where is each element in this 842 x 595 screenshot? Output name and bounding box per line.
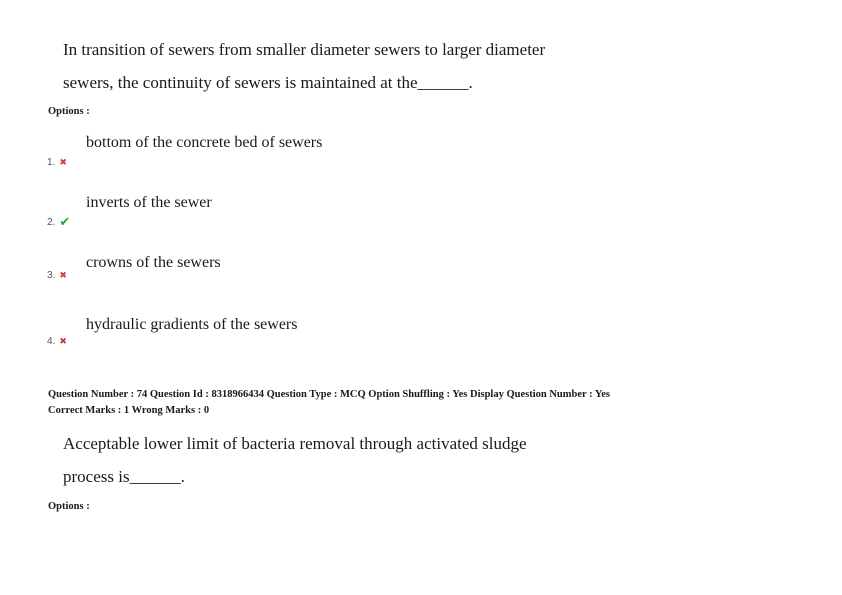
option-2-text: inverts of the sewer xyxy=(86,194,212,211)
question-meta-line2: Correct Marks : 1 Wrong Marks : 0 xyxy=(48,405,210,416)
question-2-text-line1: Acceptable lower limit of bacteria removal through activated sludge xyxy=(63,434,527,453)
question-1-text-line2: sewers, the continuity of sewers is maintained at the______. xyxy=(63,73,473,92)
option-number-label: 2. xyxy=(47,216,56,228)
option-number-label: 3. xyxy=(47,270,56,281)
options-label: Options : xyxy=(48,501,90,512)
question-meta-line1: Question Number : 74 Question Id : 8318966434 Question Type : MCQ Option Shuffling : Yes Display Question Number : Yes xyxy=(48,389,611,400)
question-1-text-line1: In transition of sewers from smaller diameter sewers to larger diameter xyxy=(63,40,546,59)
option-1-text: bottom of the concrete bed of sewers xyxy=(86,134,323,151)
option-1-number xyxy=(47,157,67,168)
option-3-text: crowns of the sewers xyxy=(86,254,221,271)
option-number-label: 1. xyxy=(47,157,56,168)
wrong-icon: ✖ xyxy=(59,270,67,280)
option-4-number xyxy=(47,336,67,347)
wrong-icon: ✖ xyxy=(59,157,67,167)
wrong-icon: ✖ xyxy=(59,336,67,346)
question-2-text-line2: process is______. xyxy=(63,467,185,486)
option-4-text: hydraulic gradients of the sewers xyxy=(86,316,298,333)
option-number-label: 4. xyxy=(47,336,56,347)
options-label: Options : xyxy=(48,106,90,117)
correct-check-icon: ✔ xyxy=(59,214,71,229)
option-2-number xyxy=(47,214,70,230)
option-3-number xyxy=(47,270,67,281)
